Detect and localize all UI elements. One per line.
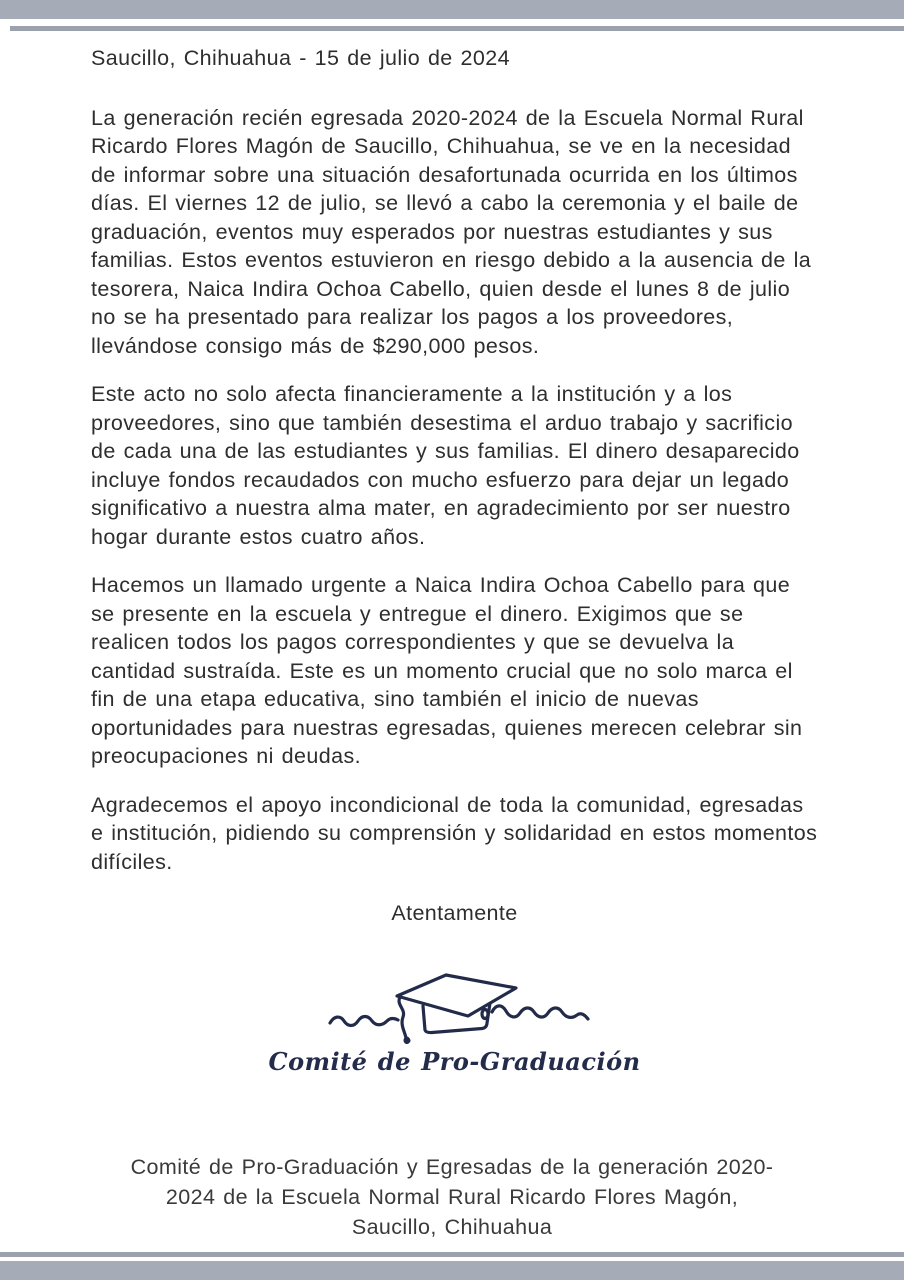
footer-line-1: Comité de Pro-Graduación y Egresadas de la generación 2020- [130,1155,774,1179]
graduation-cap-icon [320,966,590,1044]
paragraph-demand: Hacemos un llamado urgente a Naica Indira Ochoa Cabello para que se presente en la escuela y entregue el dinero. Exigimos que se realicen todos los pagos correspondientes y que se devuelva la cantidad sustraída. Este es un momento crucial que no solo marca el fin de una etapa educativa, sino también el inicio de nuevas oportunidades para nuestras egresadas, quienes merecen celebrar sin preocupaciones ni deudas. [91,573,803,768]
logo-script-text: Comité de Pro-Graduación [268,1046,641,1076]
right-squiggle-line [492,1005,588,1018]
paragraph-impact: Este acto no solo afecta financieramente a la institución y a los proveedores, sino que también desestima el arduo trabajo y sacrificio de cada una de las estudiantes y sus familias. El dinero desaparecido incluye fondos recaudados con mucho esfuerzo para dejar un legado significativo a nuestra alma mater, en agradecimiento por ser nuestro hogar durante estos cuatro años. [91,382,800,549]
bottom-rule-line [0,1252,904,1257]
letter-body [91,44,818,1077]
cap-board [397,975,516,1016]
footer-block [0,1152,904,1242]
top-border-bar [0,0,904,19]
cap-band-button [482,1009,488,1018]
paragraph-incident: La generación recién egresada 2020-2024 de la Escuela Normal Rural Ricardo Flores Magón de Saucillo, Chihuahua, se ve en la necesidad de informar sobre una situación desafortunada ocurrida en los últimos días. El viernes 12 de julio, se llevó a cabo la ceremonia y el baile de graduación, eventos muy esperados por nuestras estudiantes y sus familias. Estos eventos estuvieron en riesgo debido a la ausencia de la tesorera, Naica Indira Ochoa Cabello, quien desde el lunes 8 de julio no se ha presentado para realizar los pagos a los proveedores, llevándose consigo más de $290,000 pesos. [91,105,812,358]
footer-line-3: Saucillo, Chihuahua [351,1215,553,1239]
cap-tassel [399,997,406,1038]
bottom-border-bar [0,1261,904,1280]
paragraph-thanks: Agradecemos el apoyo incondicional de toda la comunidad, egresadas e institución, pidiendo su comprensión y solidaridad en estos momentos difíciles. [91,792,818,874]
footer-line-2: 2024 de la Escuela Normal Rural Ricardo Flores Magón, [165,1185,739,1209]
closing-atentamente: Atentamente [391,901,518,925]
left-squiggle-line [330,1016,398,1025]
top-rule-line [10,26,904,31]
signature-block [91,966,818,1077]
cap-tassel-tip [405,1038,409,1042]
dateline: Saucillo, Chihuahua - 15 de julio de 2024 [91,46,510,70]
